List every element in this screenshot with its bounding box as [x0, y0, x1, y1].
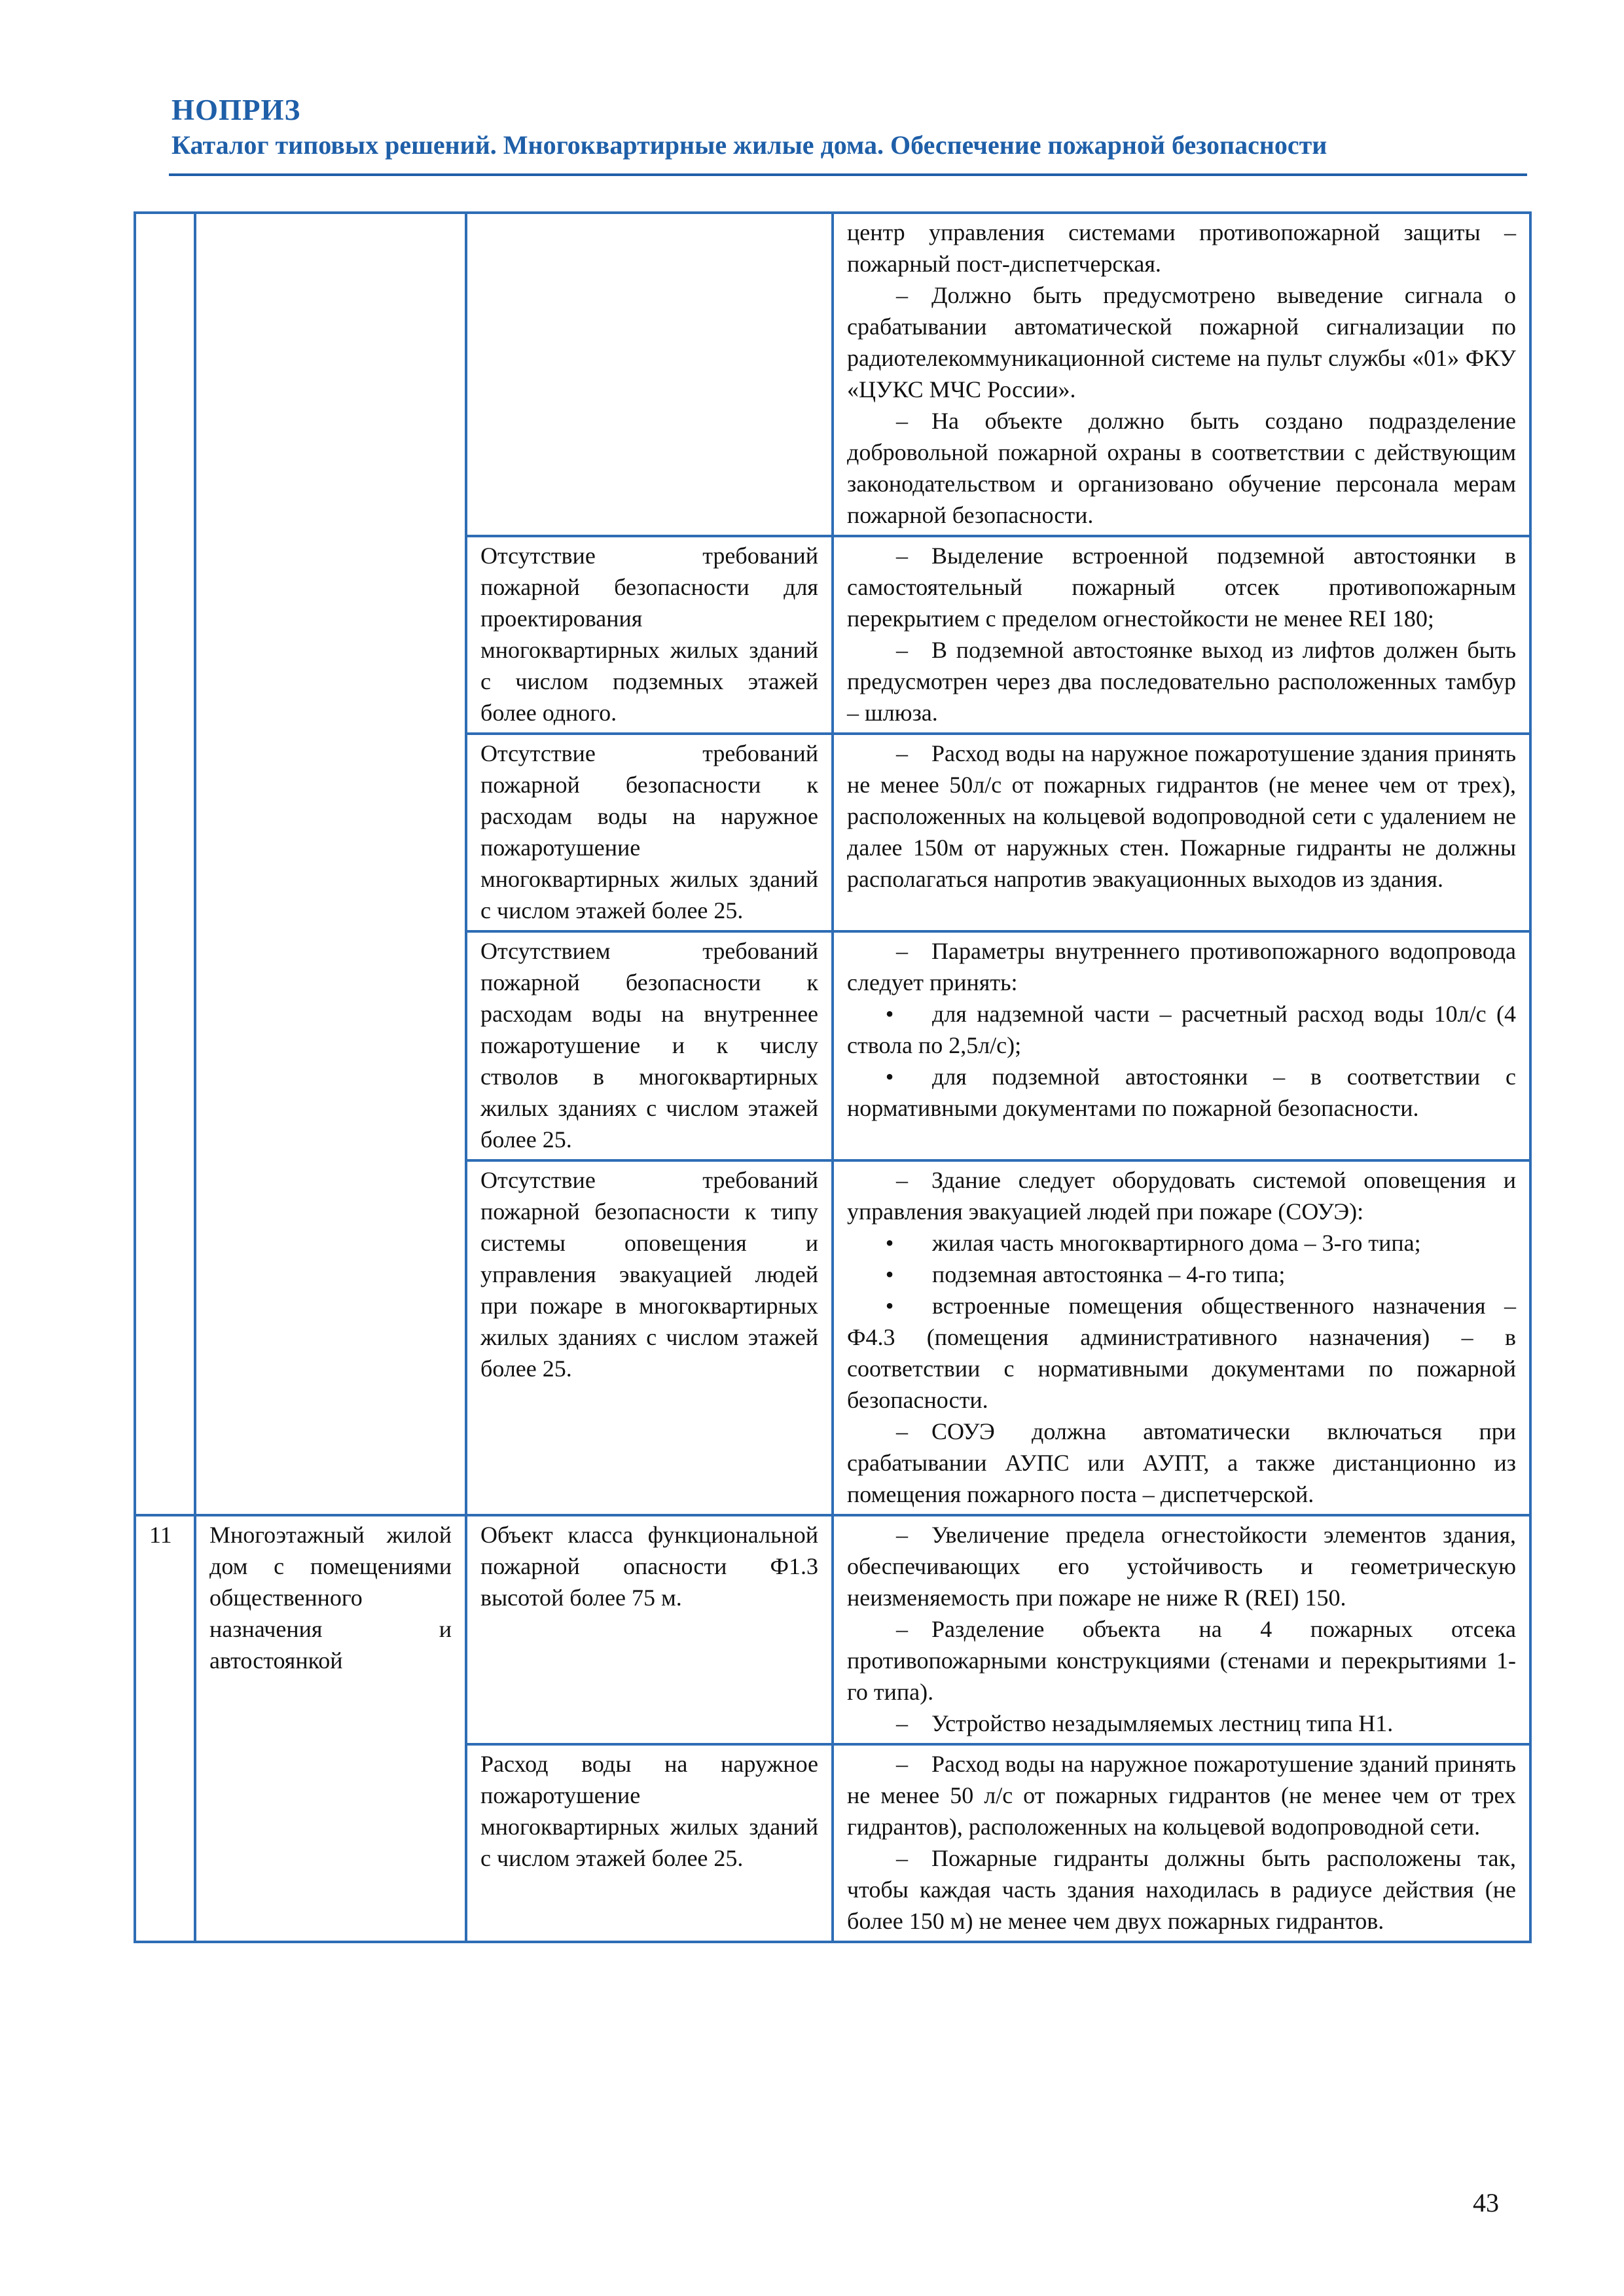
- solution-cell: [833, 536, 1530, 734]
- solution-bullet: [847, 1061, 1516, 1124]
- solution-line: – На объекте должно быть создано подразделение добровольной пожарной охраны в соответствии с действующим законодательством и организовано обучение персонала мерам пожарной безопасности.: [847, 408, 1516, 528]
- bullet-text: для подземной автостоянки – в соответствии с нормативными документами по пожарной безопасности.: [847, 1064, 1516, 1121]
- solution-line: центр управления системами противопожарной защиты – пожарный пост-диспетчерская.: [847, 219, 1516, 277]
- solution-line: – Здание следует оборудовать системой оповещения и управления эвакуацией людей при пожаре (СОУЭ):: [847, 1167, 1516, 1225]
- issue-cell: Расход воды на наружное пожаротушение многоквартирных жилых зданий с числом этажей более 25.: [466, 1744, 833, 1942]
- solutions-table-body: [135, 213, 1530, 1942]
- object-type-cell: Многоэтажный жилой дом с помещениями общественного назначения и автостоянкой: [195, 1515, 466, 1942]
- solution-line: – Разделение объекта на 4 пожарных отсека противопожарными конструкциями (стенами и перекрытиями 1-го типа).: [847, 1616, 1516, 1705]
- solution-line: – Увеличение предела огнестойкости элементов здания, обеспечивающих его устойчивость и геометрическую неизменяемость при пожаре не ниже R (REI) 150.: [847, 1522, 1516, 1611]
- header-divider: [169, 173, 1527, 176]
- solution-line: – Параметры внутреннего противопожарного водопровода следует принять:: [847, 938, 1516, 996]
- issue-cell: Отсутствие требований пожарной безопасности к типу системы оповещения и управления эвакуацией людей при пожаре в многоквартирных жилых зданиях с числом этажей более 25.: [466, 1160, 833, 1515]
- solution-line: – СОУЭ должна автоматически включаться при срабатывании АУПС или АУПТ, а также дистанционно из помещения пожарного поста – диспетчерской.: [847, 1418, 1516, 1507]
- solution-bullet: [847, 1259, 1516, 1290]
- bullet-icon: •: [885, 1261, 894, 1287]
- issue-cell: Отсутствие требований пожарной безопасности для проектирования многоквартирных жилых зданий с числом подземных этажей более одного.: [466, 536, 833, 734]
- solution-line: – Пожарные гидранты должны быть расположены так, чтобы каждая часть здания находилась в радиусе действия (не более 150 м) не менее чем двух пожарных гидрантов.: [847, 1845, 1516, 1934]
- solution-line: – Выделение встроенной подземной автостоянки в самостоятельный пожарный отсек противопожарным перекрытием с пределом огнестойкости не менее REI 180;: [847, 543, 1516, 632]
- bullet-text: жилая часть многоквартирного дома – 3-го типа;: [932, 1230, 1421, 1256]
- solution-cell: [833, 1515, 1530, 1744]
- object-type-cell: [195, 213, 466, 1515]
- bullet-icon: •: [885, 1064, 894, 1090]
- bullet-icon: •: [885, 1001, 894, 1027]
- solution-line: – Расход воды на наружное пожаротушение здания принять не менее 50л/с от пожарных гидрантов (не менее чем от трех), расположенных на кольцевой водопроводной сети с удалением не далее 150м от наружных стен. Пожарные гидранты не должны располагаться напротив эвакуационных выходов из здания.: [847, 740, 1516, 892]
- bullet-icon: •: [885, 1293, 894, 1319]
- solution-bullet: [847, 1290, 1516, 1416]
- solution-line: – В подземной автостоянке выход из лифтов должен быть предусмотрен через два последовательно расположенных тамбур – шлюза.: [847, 637, 1516, 726]
- bullet-icon: •: [885, 1230, 894, 1256]
- solution-cell: [833, 734, 1530, 931]
- row-number-cell: 11: [135, 1515, 195, 1942]
- solution-line: – Устройство незадымляемых лестниц типа Н1.: [896, 1710, 1394, 1736]
- bullet-text: встроенные помещения общественного назначения – Ф4.3 (помещения административного назначения) – в соответствии с нормативными документами по пожарной безопасности.: [847, 1293, 1516, 1413]
- issue-cell: Отсутствием требований пожарной безопасности к расходам воды на внутреннее пожаротушение и к числу стволов в многоквартирных жилых зданиях с числом этажей более 25.: [466, 931, 833, 1160]
- issue-cell: [466, 213, 833, 536]
- issue-cell: Отсутствие требований пожарной безопасности к расходам воды на наружное пожаротушение многоквартирных жилых зданий с числом этажей более 25.: [466, 734, 833, 931]
- catalog-title: Каталог типовых решений. Многоквартирные жилые дома. Обеспечение пожарной безопасности: [171, 130, 1327, 160]
- solution-cell: [833, 931, 1530, 1160]
- page-number: 43: [1473, 2188, 1499, 2217]
- solution-line: – Должно быть предусмотрено выведение сигнала о срабатывании автоматической пожарной сигнализации по радиотелекоммуникационной системе на пульт службы «01» ФКУ «ЦУКС МЧС России».: [847, 282, 1516, 403]
- solution-bullet: [847, 998, 1516, 1061]
- page-header: [171, 92, 1533, 162]
- solutions-table: [134, 211, 1532, 1943]
- table-row: [135, 1515, 1530, 1744]
- bullet-text: подземная автостоянка – 4-го типа;: [932, 1261, 1286, 1287]
- solution-cell: [833, 213, 1530, 536]
- issue-cell: Объект класса функциональной пожарной опасности Ф1.3 высотой более 75 м.: [466, 1515, 833, 1744]
- solution-cell: [833, 1160, 1530, 1515]
- bullet-text: для надземной части – расчетный расход воды 10л/с (4 ствола по 2,5л/с);: [847, 1001, 1516, 1058]
- row-number-cell: [135, 213, 195, 1515]
- table-row: [135, 213, 1530, 536]
- org-name: НОПРИЗ: [171, 94, 301, 126]
- solution-cell: [833, 1744, 1530, 1942]
- solution-bullet: [847, 1227, 1516, 1259]
- solution-line: – Расход воды на наружное пожаротушение зданий принять не менее 50 л/с от пожарных гидрантов (не менее чем от трех гидрантов), расположенных на кольцевой водопроводной сети.: [847, 1751, 1516, 1840]
